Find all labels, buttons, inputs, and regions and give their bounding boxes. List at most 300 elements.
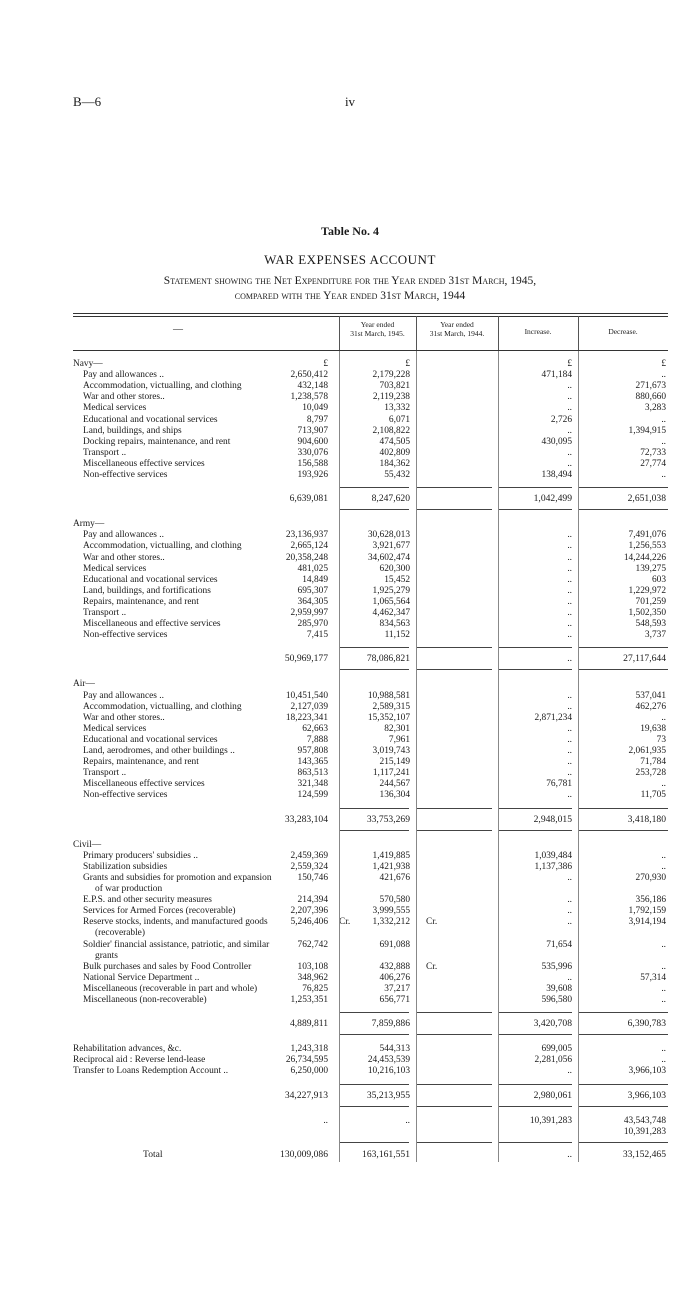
section-heading: Army—: [73, 519, 105, 530]
value-c4: 72,733: [640, 447, 666, 458]
total-rule: [578, 1034, 668, 1035]
value-c1: 695,307: [297, 585, 328, 596]
total-rule: [339, 1106, 409, 1107]
total-rule: [416, 509, 492, 510]
value-c2: 4,462,347: [372, 608, 410, 618]
value-c3: ..: [567, 653, 572, 665]
value-c3: ..: [567, 585, 572, 596]
row-label: Educational and vocational services: [83, 734, 218, 745]
total-rule: [578, 1142, 668, 1143]
value-c4: 356,186: [635, 895, 666, 906]
value-c2: 3,999,555: [372, 906, 410, 917]
value-c1: 8,797: [306, 414, 328, 425]
value-c3: ..: [567, 906, 572, 917]
value-c3: ..: [567, 619, 572, 630]
value-c1: 7,415: [306, 630, 328, 641]
value-c4: 3,418,180: [627, 813, 666, 825]
value-c2: 8,247,620: [371, 493, 410, 505]
row-label: Reserve stocks, indents, and manufactured goods: [83, 917, 268, 928]
value-c3: ..: [567, 403, 572, 414]
value-c2: 3,019,743: [372, 746, 410, 756]
value-c1: 4,889,811: [289, 1018, 328, 1030]
total-rule: [339, 487, 409, 488]
value-c2: 1,117,241: [372, 768, 410, 779]
value-c4: 11,705: [640, 790, 666, 801]
row-label: (recoverable): [95, 928, 145, 939]
value-c3: ..: [567, 574, 572, 585]
value-c2: 691,088: [379, 939, 410, 950]
total-rule: [498, 1012, 572, 1013]
statement-line-2: compared with the Year ended 31st March, 1944: [234, 290, 466, 302]
value-c4: 1,792,159: [628, 906, 666, 917]
value-c2: 35,213,955: [366, 1089, 410, 1101]
value-c1: 6,639,081: [289, 493, 328, 505]
total-rule: [416, 830, 492, 831]
value-c3: ..: [567, 790, 572, 801]
value-c4: 603: [651, 574, 666, 585]
row-label: of war production: [95, 884, 163, 894]
value-c4: 1,394,915: [628, 425, 666, 436]
row-label: Educational and vocational services: [83, 414, 218, 425]
row-label: Accommodation, victualling, and clothing: [83, 381, 242, 392]
column-head-1944: [416, 320, 498, 338]
section-heading: Air—: [73, 679, 95, 690]
row-label: Miscellaneous and effective services: [83, 619, 221, 630]
value-c3: ..: [567, 447, 572, 458]
value-c1: 23,136,937: [285, 530, 328, 541]
total-rule: [578, 830, 668, 831]
value-c4: 537,041: [635, 690, 666, 701]
value-c2: 1,065,564: [372, 596, 410, 607]
row-label: Pay and allowances ..: [83, 370, 164, 381]
row-label: Land, buildings, and ships: [83, 425, 182, 436]
value-c4: 548,593: [635, 619, 666, 630]
value-c2: 163,161,551: [362, 1148, 410, 1160]
value-c3: ..: [567, 596, 572, 607]
value-c2: 34,602,474: [367, 552, 410, 563]
value-c4: ..: [661, 712, 666, 723]
total-rule: [578, 808, 668, 809]
row-label: Miscellaneous effective services: [83, 779, 205, 790]
value-c2: 2,119,238: [372, 392, 410, 403]
value-c4: 880,660: [635, 392, 666, 403]
value-c3: ..: [567, 541, 572, 552]
value-c2: 7,961: [388, 734, 410, 745]
total-rule: [498, 1142, 572, 1143]
row-label: Miscellaneous (non-recoverable): [83, 995, 207, 1005]
total-rule: [498, 509, 572, 510]
value-c3: ..: [567, 381, 572, 392]
value-c2: 3,921,677: [372, 541, 410, 552]
column-head-1945: [339, 320, 416, 338]
value-c3: ..: [567, 1066, 572, 1077]
total-rule: [578, 487, 668, 488]
column-rule: [339, 351, 340, 1162]
value-c3: 2,980,061: [533, 1089, 572, 1101]
value-c3: 699,005: [541, 1044, 572, 1055]
total-rule: [339, 1142, 409, 1143]
value-c1: 863,513: [297, 768, 328, 779]
value-c4: 6,390,783: [627, 1018, 666, 1030]
row-label: grants: [95, 950, 118, 961]
value-c1: 713,907: [297, 425, 328, 436]
value-c2: 544,313: [379, 1044, 410, 1055]
value-c4: ..: [661, 995, 666, 1005]
value-c4: 139,275: [635, 563, 666, 574]
value-c1: 10,049: [302, 403, 328, 414]
value-c3: 2,871,234: [534, 712, 572, 723]
value-c1: 5,246,406: [290, 917, 328, 928]
total-rule: [339, 1084, 409, 1085]
credit-marker: Cr.: [426, 917, 438, 928]
table-top-rule: [73, 313, 668, 314]
value-c3: ..: [567, 895, 572, 906]
value-c2: 6,071: [388, 414, 410, 425]
account-title: WAR EXPENSES ACCOUNT: [264, 252, 436, 267]
value-c1: 7,888: [306, 734, 328, 745]
value-c4: 253,728: [635, 768, 666, 779]
value-c2: 78,086,821: [366, 653, 410, 665]
value-c4: 462,276: [635, 701, 666, 712]
value-c4: 14,244,226: [623, 552, 666, 563]
value-c3: ..: [567, 723, 572, 734]
row-label: Medical services: [83, 563, 147, 574]
value-c2: 82,301: [384, 723, 410, 734]
value-c1: 2,665,124: [290, 541, 328, 552]
value-c2: 184,362: [379, 458, 410, 469]
value-c1: 62,663: [302, 723, 328, 734]
value-c4: 19,638: [640, 723, 666, 734]
value-c4: 7,491,076: [628, 530, 666, 541]
column-head-1944-line2: 31st March, 1944.: [429, 329, 485, 338]
row-label: Bulk purchases and sales by Food Controller: [83, 961, 252, 972]
row-label: Grants and subsidies for promotion and expansion: [83, 872, 272, 883]
total-rule: [578, 1084, 668, 1085]
value-c1: 285,970: [297, 619, 328, 630]
value-c4: ..: [661, 370, 666, 381]
row-label: Non-effective services: [83, 790, 168, 801]
row-label: Services for Armed Forces (recoverable): [83, 906, 236, 917]
section-heading: Navy—: [73, 359, 103, 369]
value-c1: 2,127,039: [290, 701, 328, 712]
total-rule: [578, 509, 668, 510]
value-c1: 50,969,177: [284, 653, 328, 665]
total-rule: [339, 509, 409, 510]
total-rule: [416, 487, 492, 488]
total-rule: [498, 1034, 572, 1035]
value-c3: £: [567, 359, 572, 369]
value-c4: ..: [661, 1055, 666, 1066]
row-label: Educational and vocational services: [83, 574, 218, 585]
section-heading: Civil—: [73, 839, 102, 850]
row-label: Accommodation, victualling, and clothing: [83, 701, 242, 712]
row-label: War and other stores..: [83, 712, 165, 723]
value-c4: 1,229,972: [628, 585, 666, 596]
row-label: Non-effective services: [83, 470, 168, 480]
row-label: Land, buildings, and fortifications: [83, 585, 211, 596]
value-c2: 834,563: [379, 619, 410, 630]
value-c3: 471,184: [541, 370, 572, 381]
value-c4: ..: [661, 961, 666, 972]
value-c2: 2,589,315: [372, 701, 410, 712]
value-c3: ..: [567, 872, 572, 883]
value-c2: 15,452: [384, 574, 410, 585]
value-c4: 701,259: [635, 596, 666, 607]
value-c3: ..: [567, 734, 572, 745]
row-label: Transport ..: [83, 768, 127, 779]
value-c1: ..: [323, 1115, 328, 1126]
value-c1: 156,588: [297, 458, 328, 469]
value-c2: 1,925,279: [372, 585, 410, 596]
row-label: Pay and allowances ..: [83, 690, 164, 701]
row-label: Miscellaneous effective services: [83, 458, 205, 469]
table-number: Table No. 4: [321, 224, 379, 238]
value-c3: ..: [567, 530, 572, 541]
row-label: Non-effective services: [83, 630, 168, 641]
total-rule: [578, 1106, 668, 1107]
row-label: Transfer to Loans Redemption Account ..: [73, 1066, 229, 1077]
value-c1: 432,148: [297, 381, 328, 392]
total-rule: [416, 647, 492, 648]
row-label: Primary producers' subsidies ..: [83, 850, 198, 861]
value-c4: ..: [661, 850, 666, 861]
row-label: Reciprocal aid : Reverse lend-lease: [73, 1055, 206, 1066]
column-head-description: —: [173, 324, 183, 335]
value-c2: 1,332,212: [372, 917, 410, 928]
total-rule: [416, 808, 492, 809]
value-c2: 10,988,581: [367, 690, 410, 701]
value-c1: 130,009,086: [280, 1148, 328, 1160]
value-c1: 330,076: [297, 447, 328, 458]
value-c4: 73: [656, 734, 666, 745]
value-c2: 2,179,228: [372, 370, 410, 381]
value-c3: 3,420,708: [533, 1018, 572, 1030]
value-c1: 103,108: [297, 961, 328, 972]
value-c3: 1,137,386: [534, 861, 572, 872]
value-c1: 364,305: [297, 596, 328, 607]
value-c4: 3,737: [644, 630, 666, 641]
grand-total-label: Total: [143, 1148, 163, 1160]
row-label: Rehabilitation advances, &c.: [73, 1044, 182, 1055]
value-c1: 481,025: [297, 563, 328, 574]
row-label: National Service Department ..: [83, 972, 200, 983]
value-c2: 570,580: [379, 895, 410, 906]
value-c3: ..: [567, 630, 572, 641]
value-c4: 1,502,350: [628, 608, 666, 618]
value-c3: 1,042,499: [533, 493, 572, 505]
value-c1: 124,599: [297, 790, 328, 801]
row-label: Docking repairs, maintenance, and rent: [83, 436, 231, 447]
total-rule: [498, 830, 572, 831]
value-c2: 215,149: [379, 757, 410, 768]
row-label: E.P.S. and other security measures: [83, 895, 212, 906]
value-c1: 904,600: [297, 436, 328, 447]
total-rule: [498, 487, 572, 488]
row-label: Land, aerodromes, and other buildings ..: [83, 746, 235, 756]
total-rule: [339, 808, 409, 809]
row-label: Soldier' financial assistance, patriotic, and similar: [83, 939, 270, 950]
value-c1: 1,253,351: [290, 995, 328, 1005]
value-c3: 2,281,056: [534, 1055, 572, 1066]
value-c2: 13,332: [384, 403, 410, 414]
value-c1: 193,926: [297, 470, 328, 480]
value-c2: 406,276: [379, 972, 410, 983]
value-c4: 43,543,748: [623, 1115, 666, 1126]
value-c2: £: [405, 359, 410, 369]
value-c3: ..: [567, 392, 572, 403]
column-rule: [416, 351, 417, 1162]
value-c4: ..: [661, 1044, 666, 1055]
value-c2: 620,300: [379, 563, 410, 574]
value-c3: 596,580: [541, 995, 572, 1005]
total-rule: [498, 647, 572, 648]
value-c4: ..: [661, 414, 666, 425]
value-c2: 432,888: [379, 961, 410, 972]
total-rule: [339, 669, 409, 670]
value-c4: 271,673: [635, 381, 666, 392]
value-c1: 10,451,540: [285, 690, 328, 701]
value-c1: 76,825: [302, 983, 328, 994]
value-c2: 656,771: [379, 995, 410, 1005]
column-head-1944-line1: Year ended: [440, 320, 474, 329]
value-c2: 30,628,013: [367, 530, 410, 541]
value-c2: 244,567: [379, 779, 410, 790]
value-c2: 1,419,885: [372, 850, 410, 861]
value-c1: 762,742: [297, 939, 328, 950]
value-c1: 2,207,396: [290, 906, 328, 917]
value-c4: 27,774: [640, 458, 666, 469]
column-rule: [578, 351, 579, 1162]
value-c1: 150,746: [297, 872, 328, 883]
value-c1: 2,559,324: [290, 861, 328, 872]
row-label: Repairs, maintenance, and rent: [83, 757, 199, 768]
total-rule: [339, 1012, 409, 1013]
value-c3: 138,494: [541, 470, 572, 480]
row-label: Transport ..: [83, 608, 127, 618]
value-c2: 10,216,103: [367, 1066, 410, 1077]
value-c3: ..: [567, 917, 572, 928]
value-c4: 33,152,465: [622, 1148, 666, 1160]
row-label: Accommodation, victualling, and clothing: [83, 541, 242, 552]
column-head-1945-line2: 31st March, 1945.: [350, 329, 405, 338]
value-c4: 57,314: [640, 972, 666, 983]
column-rule: [498, 351, 499, 1162]
value-c1: 2,650,412: [290, 370, 328, 381]
total-rule: [416, 1084, 492, 1085]
value-c4: 3,914,194: [628, 917, 666, 928]
value-c2: 402,809: [379, 447, 410, 458]
value-c2: 33,753,269: [366, 813, 410, 825]
value-c4: 10,391,283: [623, 1126, 666, 1137]
value-c3: ..: [567, 425, 572, 436]
statement-line-1: Statement showing the Net Expenditure for the Year ended 31st March, 1945,: [163, 275, 537, 287]
value-c3: ..: [567, 1148, 572, 1160]
value-c2: 1,421,938: [372, 861, 410, 872]
value-c1: 321,348: [297, 779, 328, 790]
value-c3: 39,608: [546, 983, 572, 994]
value-c1: 214,394: [297, 895, 328, 906]
total-rule: [498, 1084, 572, 1085]
value-c4: 3,283: [644, 403, 666, 414]
total-rule: [339, 1034, 409, 1035]
value-c2: 37,217: [384, 983, 410, 994]
value-c4: 3,966,103: [628, 1066, 666, 1077]
value-c3: ..: [567, 746, 572, 756]
value-c4: ..: [661, 436, 666, 447]
row-label: Medical services: [83, 403, 147, 414]
value-c3: ..: [567, 552, 572, 563]
total-rule: [416, 1106, 492, 1107]
value-c1: 20,358,248: [285, 552, 328, 563]
value-c2: 421,676: [379, 872, 410, 883]
value-c2: 7,859,886: [371, 1018, 410, 1030]
credit-marker: Cr.: [426, 961, 438, 972]
statement-heading: [0, 274, 700, 304]
value-c2: 136,304: [379, 790, 410, 801]
row-label: Repairs, maintenance, and rent: [83, 596, 199, 607]
row-label: Miscellaneous (recoverable in part and whole): [83, 983, 258, 994]
value-c2: 15,352,107: [367, 712, 410, 723]
value-c2: 703,821: [379, 381, 410, 392]
value-c2: 24,453,539: [367, 1055, 410, 1066]
value-c1: 14,849: [302, 574, 328, 585]
value-c3: ..: [567, 458, 572, 469]
value-c2: 55,432: [384, 470, 410, 480]
row-label: Medical services: [83, 723, 147, 734]
value-c4: ..: [661, 779, 666, 790]
value-c3: 76,781: [546, 779, 572, 790]
value-c4: ..: [661, 861, 666, 872]
total-rule: [416, 1012, 492, 1013]
value-c3: ..: [567, 701, 572, 712]
page-number: iv: [344, 94, 356, 109]
value-c4: 27,117,644: [623, 653, 666, 665]
total-rule: [498, 808, 572, 809]
value-c1: 33,283,104: [284, 813, 328, 825]
total-rule: [498, 669, 572, 670]
value-c1: 26,734,595: [285, 1055, 328, 1066]
value-c3: 2,726: [550, 414, 572, 425]
value-c4: ..: [661, 939, 666, 950]
value-c4: ..: [661, 983, 666, 994]
total-rule: [498, 1106, 572, 1107]
value-c1: 34,227,913: [284, 1089, 328, 1101]
total-rule: [578, 669, 668, 670]
value-c4: 1,256,553: [628, 541, 666, 552]
value-c4: £: [661, 359, 666, 369]
value-c3: 535,996: [541, 961, 572, 972]
value-c4: 270,930: [635, 872, 666, 883]
row-label: War and other stores..: [83, 552, 165, 563]
value-c1: 18,223,341: [285, 712, 328, 723]
row-label: Stabilization subsidies: [83, 861, 168, 872]
value-c3: ..: [567, 690, 572, 701]
total-rule: [416, 1034, 492, 1035]
value-c3: 430,095: [541, 436, 572, 447]
total-rule: [578, 1012, 668, 1013]
value-c3: ..: [567, 972, 572, 983]
value-c1: 143,365: [297, 757, 328, 768]
value-c2: ..: [405, 1115, 410, 1126]
total-rule: [416, 669, 492, 670]
value-c4: 71,784: [640, 757, 666, 768]
column-head-1945-line1: Year ended: [360, 320, 395, 329]
value-c2: 474,505: [379, 436, 410, 447]
value-c1: 1,243,318: [290, 1044, 328, 1055]
row-label: Pay and allowances ..: [83, 530, 164, 541]
value-c3: 2,948,015: [533, 813, 572, 825]
total-rule: [578, 647, 668, 648]
